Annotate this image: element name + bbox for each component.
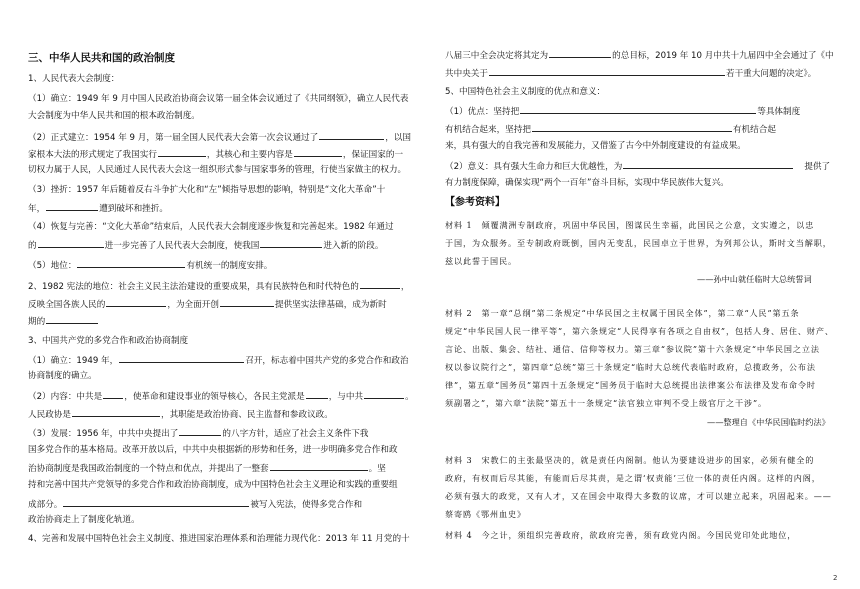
paragraph-line: （2）正式建立：1954 年 9 月，第一届全国人民代表大会第一次会议通过了 ，以国 — [28, 130, 411, 144]
fill-in-blank[interactable] — [319, 130, 384, 140]
paragraph-line: 人民政协是 ，其职能是政治协商、民主监督和参政议政。 — [28, 407, 333, 421]
paragraph-line: 家根本大法的形式规定了我国实行 ，其核心和主要内容是 ，保证国家的一 — [28, 147, 403, 161]
paragraph-line: 成部分。 被写入宪法，使得多党合作和 — [28, 497, 362, 511]
fill-in-blank[interactable] — [46, 314, 98, 324]
fill-in-blank[interactable] — [72, 407, 160, 417]
material-3-line: 必须有强大的政党，又有人才，又在国会中取得大多数的议席，才可以建立起来，巩固起来。—— — [445, 491, 832, 501]
paragraph-line: 治协商制度是我国政治制度的一个特点和优点，并提出了一整套 。坚 — [28, 461, 386, 475]
fill-in-blank[interactable] — [158, 147, 206, 157]
heading-multiparty-cooperation: 3、中国共产党的多党合作和政治协商制度 — [28, 336, 189, 346]
paragraph-line: （1）确立：1949 年， 召开，标志着中国共产党的多党合作和政治 — [28, 353, 409, 367]
paragraph-line: 共中央关于 若干重大问题的决定》。 — [445, 66, 816, 80]
fill-in-blank[interactable] — [119, 353, 244, 363]
paragraph-line: （3）挫折：1957 年后随着反右斗争扩大化和“左”倾指导思想的影响，特别是“文化大革命”十 — [28, 185, 386, 195]
material-2-line: 言论、出版、集会、结社、通信、信仰等权力。第三章“参议院”第十六条规定“中华民国之立法 — [445, 344, 820, 354]
fill-in-blank[interactable] — [532, 122, 732, 132]
paragraph-line: 协商制度的确立。 — [28, 371, 97, 381]
paragraph-line: （4）恢复与完善：“文化大革命”结束后，人民代表大会制度逐步恢复和完善起来。1982 年通过 — [28, 222, 394, 232]
fill-in-blank[interactable] — [38, 238, 104, 248]
material-4-line: 材料 4 今之计，须组织完善政府，欲政府完善，须有政党内阁。今国民党印处此地位， — [445, 530, 797, 540]
paragraph-line: 2、1982 宪法的地位：社会主义民主法治建设的重要成果，具有民族特色和时代特色的 ， — [28, 279, 409, 293]
material-1-line: 兹以此誓于国民。 — [445, 256, 517, 266]
paragraph-line: 年， 遭到破坏和挫折。 — [28, 201, 168, 215]
paragraph-line: （1）确立：1949 年 9 月中国人民政治协商会议第一届全体会议通过了《共同纲领》，确立人民代表 — [28, 94, 409, 104]
paragraph-line: （2）内容：中共是 ，使革命和建设事业的领导核心，各民主党派是 ，与中共 。 — [28, 389, 414, 403]
paragraph-line: 切权力属于人民，人民通过人民代表大会这一组织形式参与国家事务的管理，行使当家做主的权力。 — [28, 165, 407, 175]
fill-in-blank[interactable] — [106, 297, 166, 307]
fill-in-blank[interactable] — [549, 48, 611, 58]
fill-in-blank[interactable] — [360, 279, 400, 289]
paragraph-line: 有力制度保障，确保实现“两个一百年”奋斗目标，实现中华民族伟大复兴。 — [445, 178, 729, 188]
fill-in-blank[interactable] — [103, 389, 123, 399]
fill-in-blank[interactable] — [46, 201, 98, 211]
paragraph-line: 有机结合起来，坚持把 有机结合起 — [445, 122, 776, 136]
section-title: 三、中华人民共和国的政治制度 — [28, 52, 175, 64]
fill-in-blank[interactable] — [63, 497, 249, 507]
material-2-line: 规定“中华民国人民一律平等”，第六条规定“人民得享有各项之自由权”，包括人身、居住、财产、 — [445, 326, 834, 336]
fill-in-blank[interactable] — [270, 461, 368, 471]
paragraph-line: 反映全国各族人民的 ，为全面开创 提供坚实法律基础，成为新时 — [28, 297, 387, 311]
paragraph-line: （2）意义：具有强大生命力和巨大优越性，为 提供了 — [445, 159, 830, 173]
fill-in-blank[interactable] — [77, 258, 185, 268]
paragraph-line: 持和完善中国共产党领导的多党合作和政治协商制度，成为中国特色社会主义理论和实践的重要组 — [28, 480, 398, 490]
material-2-line: 须副署之”，第六章“法院”第五十一条规定“法官独立审判不受上级官厅之干涉”。 — [445, 398, 767, 408]
paragraph-line: 大会制度为中华人民共和国的根本政治制度。 — [28, 111, 200, 121]
heading-npc-system: 1、人民代表大会制度： — [28, 74, 120, 84]
fill-in-blank[interactable] — [364, 389, 404, 399]
paragraph-line: （3）发展：1956 年，中共中央提出了 的八字方针，适应了社会主义条件下我 — [28, 426, 369, 440]
fill-in-blank[interactable] — [260, 238, 322, 248]
material-3-line: 材料 3 宋教仁的主张最坚决的，就是责任内阁制。他认为要建设进步的国家，必须有健全的 — [445, 455, 815, 465]
fill-in-blank[interactable] — [179, 426, 221, 436]
material-1-source: ——孙中山就任临时大总统誓词 — [697, 274, 812, 284]
material-1-line: 于国，为众服务。至专制政府既倒，国内无变乱，民国卓立于世界，为列邦公认，斯时文当解职， — [445, 238, 832, 248]
material-3-line: 政府，有权而后尽其能，有能而后尽其责，是之谓‘权责能’三位一体的责任内阁。这样的内阁， — [445, 473, 821, 483]
material-1-line: 材料 1 倾覆满洲专制政府，巩固中华民国，图谋民生幸福，此国民之公意，文实遵之，以忠 — [445, 220, 815, 230]
paragraph-line: 国多党合作的基本格局。改革开放以后，中共中央根据新的形势和任务，进一步明确多党合作和政 — [28, 445, 398, 455]
material-2-line: 律”，第五章“国务员”第四十五条规定“国务员于临时大总统提出法律案公布法律及发布命令时 — [445, 380, 816, 390]
fill-in-blank[interactable] — [489, 66, 725, 76]
page-number: 2 — [833, 574, 838, 582]
fill-in-blank[interactable] — [623, 159, 793, 169]
fill-in-blank[interactable] — [220, 297, 274, 307]
paragraph-line: 的 进一步完善了人民代表大会制度，使我国 进入新的阶段。 — [28, 238, 383, 252]
fill-in-blank[interactable] — [294, 147, 342, 157]
fill-in-blank[interactable] — [520, 104, 756, 114]
fill-in-blank[interactable] — [306, 389, 328, 399]
material-2-line: 权以参议院行之”，第四章“总统”第三十条规定“临时大总统代表临时政府，总揽政务，公布法 — [445, 362, 816, 372]
heading-system-advantages: 5、中国特色社会主义制度的优点和意义： — [445, 87, 606, 97]
paragraph-line: 来，具有强大的自我完善和发展能力，又借鉴了古今中外制度建设的有益成果。 — [445, 141, 746, 151]
paragraph-line: （1）优点：坚持把 等具体制度 — [445, 104, 800, 118]
material-2-line: 材料 2 第一章“总纲”第二条规定“中华民国之主权属于国民全体”，第二章“人民”第五条 — [445, 308, 800, 318]
paragraph-line: 期的 — [28, 314, 99, 328]
material-3-line: 蔡寄鸥《鄂州血史》 — [445, 509, 526, 519]
material-2-source: ——整理自《中华民国临时约法》 — [707, 417, 830, 427]
paragraph-line: （5）地位： 有机统一的制度安排。 — [28, 258, 272, 272]
paragraph-line: 八届三中全会决定将其定为 的总目标，2019 年 10 月中共十九届四中全会通过了《中 — [445, 48, 834, 62]
paragraph-line: 4、完善和发展中国特色社会主义制度、推进国家治理体系和治理能力现代化：2013 年 11 月党的十 — [28, 534, 410, 544]
paragraph-line: 政治协商走上了制度化轨道。 — [28, 515, 140, 525]
reference-heading: 【参考资料】 — [445, 197, 505, 208]
